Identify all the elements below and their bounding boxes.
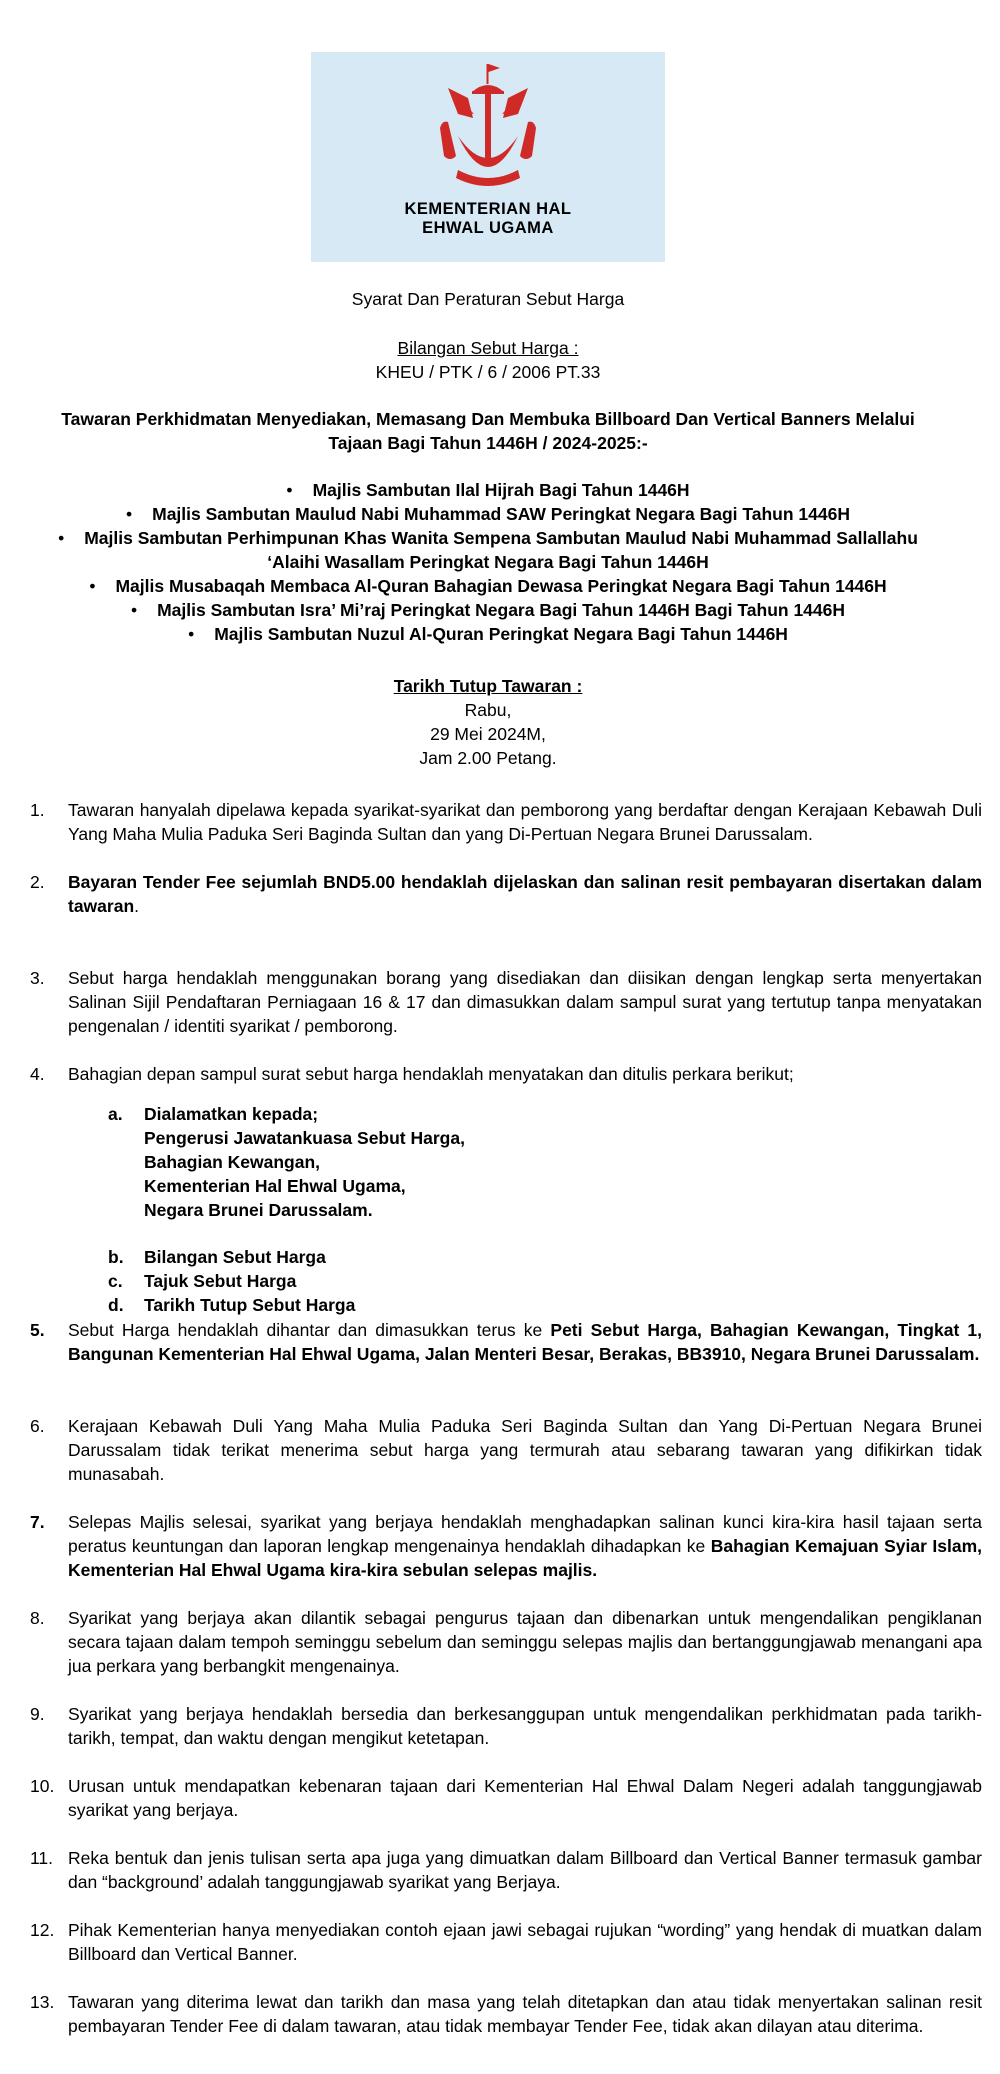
address-block [108,1102,465,1220]
address-letter: a. [108,1104,123,1124]
term-text-part: Kerajaan Kebawah Duli Yang Maha Mulia Paduka Seri Baginda Sultan dan Yang Di-Pertuan Negara Brunei Darussalam tidak terikat menerima sebut harga yang termurah atau sebarang tawaran yang difikirkan tidak munasabah. [68,1416,982,1484]
term-text-part: Syarikat yang berjaya hendaklah bersedia dan berkesanggupan untuk mengendalikan perkhidmatan pada tarikh-tarikh, tempat, dan waktu dengan mengikut ketetapan. [68,1704,982,1748]
offer-title-line2: Tajaan Bagi Tahun 1446H / 2024-2025:- [328,433,648,453]
term-text-bold: Bayaran Tender Fee sejumlah BND5.00 hendaklah dijelaskan dan salinan resit pembayaran disertakan dalam tawaran [68,872,982,916]
term-text-part: Selepas Majlis selesai, syarikat yang berjaya hendaklah menghadapkan salinan kunci kira-kira hasil tajaan serta peratus keuntungan dan laporan lengkap mengenainya hendaklah dihadapkan ke [68,1512,982,1556]
term-text-part: Urusan untuk mendapatkan kebenaran tajaan dari Kementerian Hal Ehwal Dalam Negeri adalah tanggungjawab syarikat yang berjaya. [68,1776,982,1820]
term-text [68,1918,982,1966]
logo-text-line1: KEMENTERIAN HAL [404,200,572,218]
address-line: Pengerusi Jawatankuasa Sebut Harga, [144,1128,465,1148]
event-item: • Majlis Sambutan Maulud Nabi Muhammad SAW Peringkat Negara Bagi Tahun 1446H [0,502,976,526]
term-text-part: Reka bentuk dan jenis tulisan serta apa juga yang dimuatkan dalam Billboard dan Vertical Banner termasuk gambar dan “background’ adalah tanggungjawab syarikat yang Berjaya. [68,1848,982,1892]
term-text-part: Tawaran yang diterima lewat dan tarikh dan masa yang telah ditetapkan dan atau tidak menyertakan salinan resit pembayaran Tender Fee di dalam tawaran, atau tidak membayar Tender Fee, tidak akan dilayan atau diterima. [68,1992,982,2036]
closing-date: 29 Mei 2024M, [430,724,546,744]
subitem: d. Tarikh Tutup Sebut Harga [108,1295,356,1315]
brunei-crest-icon [428,58,548,198]
term-number: 9. [30,1704,45,1724]
term-number: 7. [30,1512,45,1532]
term-text-bold: Peti Sebut Harga, Bahagian Kewangan, Tingkat 1, Bangunan Kementerian Hal Ehwal Ugama, Jalan Menteri Besar, Berakas, BB3910, Negara Brunei Darussalam. [68,1320,983,1364]
term-text-bold: Bahagian Kemajuan Syiar Islam, Kementerian Hal Ehwal Ugama kira-kira sebulan selepas majlis. [68,1536,982,1580]
term-text-part: Sebut Harga hendaklah dihantar dan dimasukkan terus ke [68,1320,551,1340]
term-text-part: Pihak Kementerian hanya menyediakan contoh ejaan jawi sebagai rujukan “wording” yang hendak di muatkan dalam Billboard dan Vertical Banner. [68,1920,982,1964]
term-text [68,798,982,846]
term-text-part: Tawaran hanyalah dipelawa kepada syarikat-syarikat dan pemborong yang berdaftar dengan Kerajaan Kebawah Duli Yang Maha Mulia Paduka Seri Baginda Sultan dan yang Di-Pertuan Negara Brunei Darussalam. [68,800,982,844]
event-item: • Majlis Sambutan Nuzul Al-Quran Peringkat Negara Bagi Tahun 1446H [0,622,976,646]
term-text [68,870,982,918]
term-number: 4. [30,1064,45,1084]
term-number: 5. [30,1320,45,1340]
term-text [68,1846,982,1894]
term-number: 11. [30,1848,54,1868]
term-text [68,1414,982,1486]
address-line: Kementerian Hal Ehwal Ugama, [144,1176,406,1196]
term-number: 12. [30,1920,55,1940]
term-number: 2. [30,872,45,892]
event-item: • Majlis Musabaqah Membaca Al-Quran Bahagian Dewasa Peringkat Negara Bagi Tahun 1446H [0,574,976,598]
term-text [68,1774,982,1822]
term-text [68,1990,982,2038]
offer-title-line1: Tawaran Perkhidmatan Menyediakan, Memasang Dan Membuka Billboard Dan Vertical Banners Melalui [61,409,915,429]
address-line: Negara Brunei Darussalam. [144,1200,373,1220]
event-list [0,478,976,646]
subitem: b. Bilangan Sebut Harga [108,1247,326,1267]
term-text-part: Sebut harga hendaklah menggunakan borang yang disediakan dan diisikan dengan lengkap serta menyertakan Salinan Sijil Pendaftaran Perniagaan 16 & 17 dan dimasukkan dalam sampul surat yang tertutup tanpa menyatakan pengenalan / identiti syarikat / pemborong. [68,968,982,1036]
term-text-part: Bahagian depan sampul surat sebut harga hendaklah menyatakan dan ditulis perkara berikut; [68,1064,794,1084]
event-item: • Majlis Sambutan Isra’ Mi’raj Peringkat Negara Bagi Tahun 1446H Bagi Tahun 1446H [0,598,976,622]
event-item: • Majlis Sambutan Ilal Hijrah Bagi Tahun 1446H [0,478,976,502]
term-text [68,1702,982,1750]
term-number: 10. [30,1776,55,1796]
term-number: 13. [30,1992,55,2012]
term-text-part: Syarikat yang berjaya akan dilantik sebagai pengurus tajaan dan dibenarkan untuk mengendalikan pengiklanan secara tajaan dalam tempoh seminggu sebelum dan seminggu selepas majlis dan bertanggungjawab menangani apa jua perkara yang berbangkit mengenainya. [68,1608,982,1676]
term-text-part: . [134,896,140,916]
term-number: 6. [30,1416,45,1436]
term-text [68,1318,982,1366]
event-item: • Majlis Sambutan Perhimpunan Khas Wanita Sempena Sambutan Maulud Nabi Muhammad Sallallahu [0,526,976,550]
subitem: c. Tajuk Sebut Harga [108,1271,297,1291]
logo-text-line2: EHWAL UGAMA [422,219,554,237]
reference-number: KHEU / PTK / 6 / 2006 PT.33 [375,362,601,382]
ministry-logo [311,52,665,262]
term-text [68,1606,982,1678]
closing-time: Jam 2.00 Petang. [419,748,557,768]
reference-label: Bilangan Sebut Harga : [397,338,579,358]
closing-day: Rabu, [464,700,512,720]
term-number: 3. [30,968,45,988]
term-number: 1. [30,800,45,820]
address-line: Dialamatkan kepada; [144,1104,319,1124]
term-text [68,1062,982,1086]
term-text [68,966,982,1038]
term-text [68,1510,982,1582]
event-item-continued: ‘Alaihi Wasallam Peringkat Negara Bagi Tahun 1446H [267,552,709,572]
address-line: Bahagian Kewangan, [144,1152,321,1172]
document-title: Syarat Dan Peraturan Sebut Harga [351,289,625,309]
closing-label: Tarikh Tutup Tawaran : [393,676,583,696]
term-number: 8. [30,1608,45,1628]
